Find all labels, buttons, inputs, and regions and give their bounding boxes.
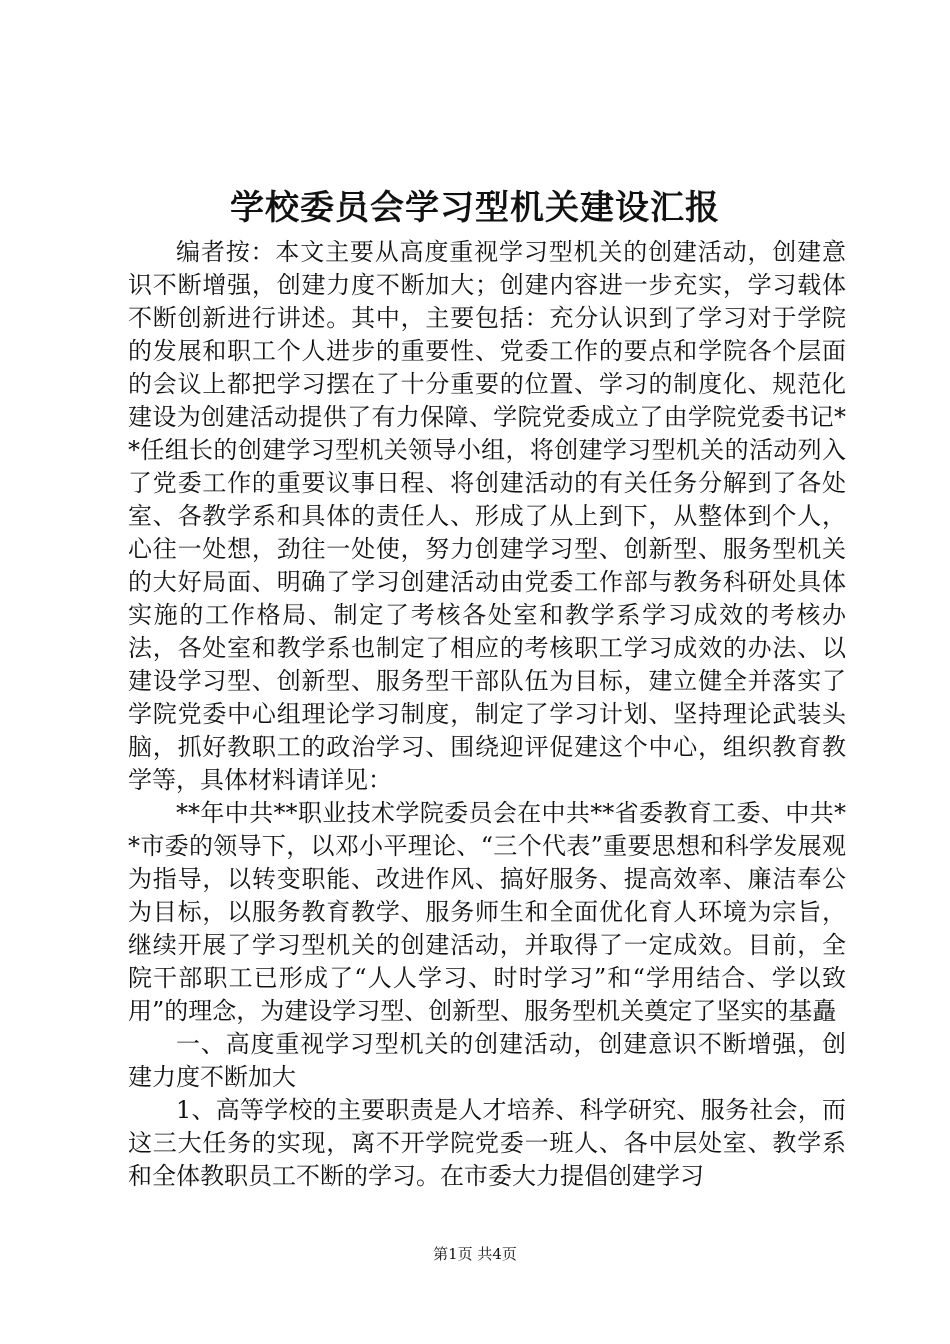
body-paragraph: **年中共**职业技术学院委员会在中共**省委教育工委、中共**市委的领导下，以邓小平理论、“三个代表”重要思想和科学发展观为指导，以转变职能、改进作风、搞好服务、提高效率、廉洁奉公为目标，以服务教育教学、服务师生和全面优化育人环境为宗旨，继续开展了学习型机关的创建活动，并取得了一定成效。目前，全院干部职工已形成了“人人学习、时时学习”和“学用结合、学以致用”的理念，为建设学习型、创新型、服务型机关奠定了坚实的基矗 (128, 799, 846, 1025)
document-title: 学校委员会学习型机关建设汇报 (230, 188, 720, 228)
page-number-footer: 第1页 共4页 (433, 1245, 517, 1263)
document-body (128, 236, 846, 1193)
section-heading: 一、高度重视学习型机关的创建活动，创建意识不断增强，创建力度不断加大 (128, 1030, 846, 1091)
editor-note-paragraph: 编者按：本文主要从高度重视学习型机关的创建活动，创建意识不断增强，创建力度不断加大；创建内容进一步充实，学习载体不断创新进行讲述。其中，主要包括：充分认识到了学习对于学院的发展和职工个人进步的重要性、党委工作的要点和学院各个层面的会议上都把学习摆在了十分重要的位置、学习的制度化、规范化建设为创建活动提供了有力保障、学院党委成立了由学院党委书记**任组长的创建学习型机关领导小组，将创建学习型机关的活动列入了党委工作的重要议事日程、将创建活动的有关任务分解到了各处室、各教学系和具体的责任人、形成了从上到下，从整体到个人，心往一处想，劲往一处使，努力创建学习型、创新型、服务型机关的大好局面、明确了学习创建活动由党委工作部与教务科研处具体实施的工作格局、制定了考核各处室和教学系学习成效的考核办法，各处室和教学系也制定了相应的考核职工学习成效的办法、以建设学习型、创新型、服务型干部队伍为目标，建立健全并落实了学院党委中心组理论学习制度，制定了学习计划、坚持理论武装头脑，抓好教职工的政治学习、围绕迎评促建这个中心，组织教育教学等，具体材料请详见： (128, 238, 846, 794)
body-paragraph: 1、高等学校的主要职责是人才培养、科学研究、服务社会，而这三大任务的实现，离不开学院党委一班人、各中层处室、教学系和全体教职员工不断的学习。在市委大力提倡创建学习 (128, 1096, 846, 1190)
